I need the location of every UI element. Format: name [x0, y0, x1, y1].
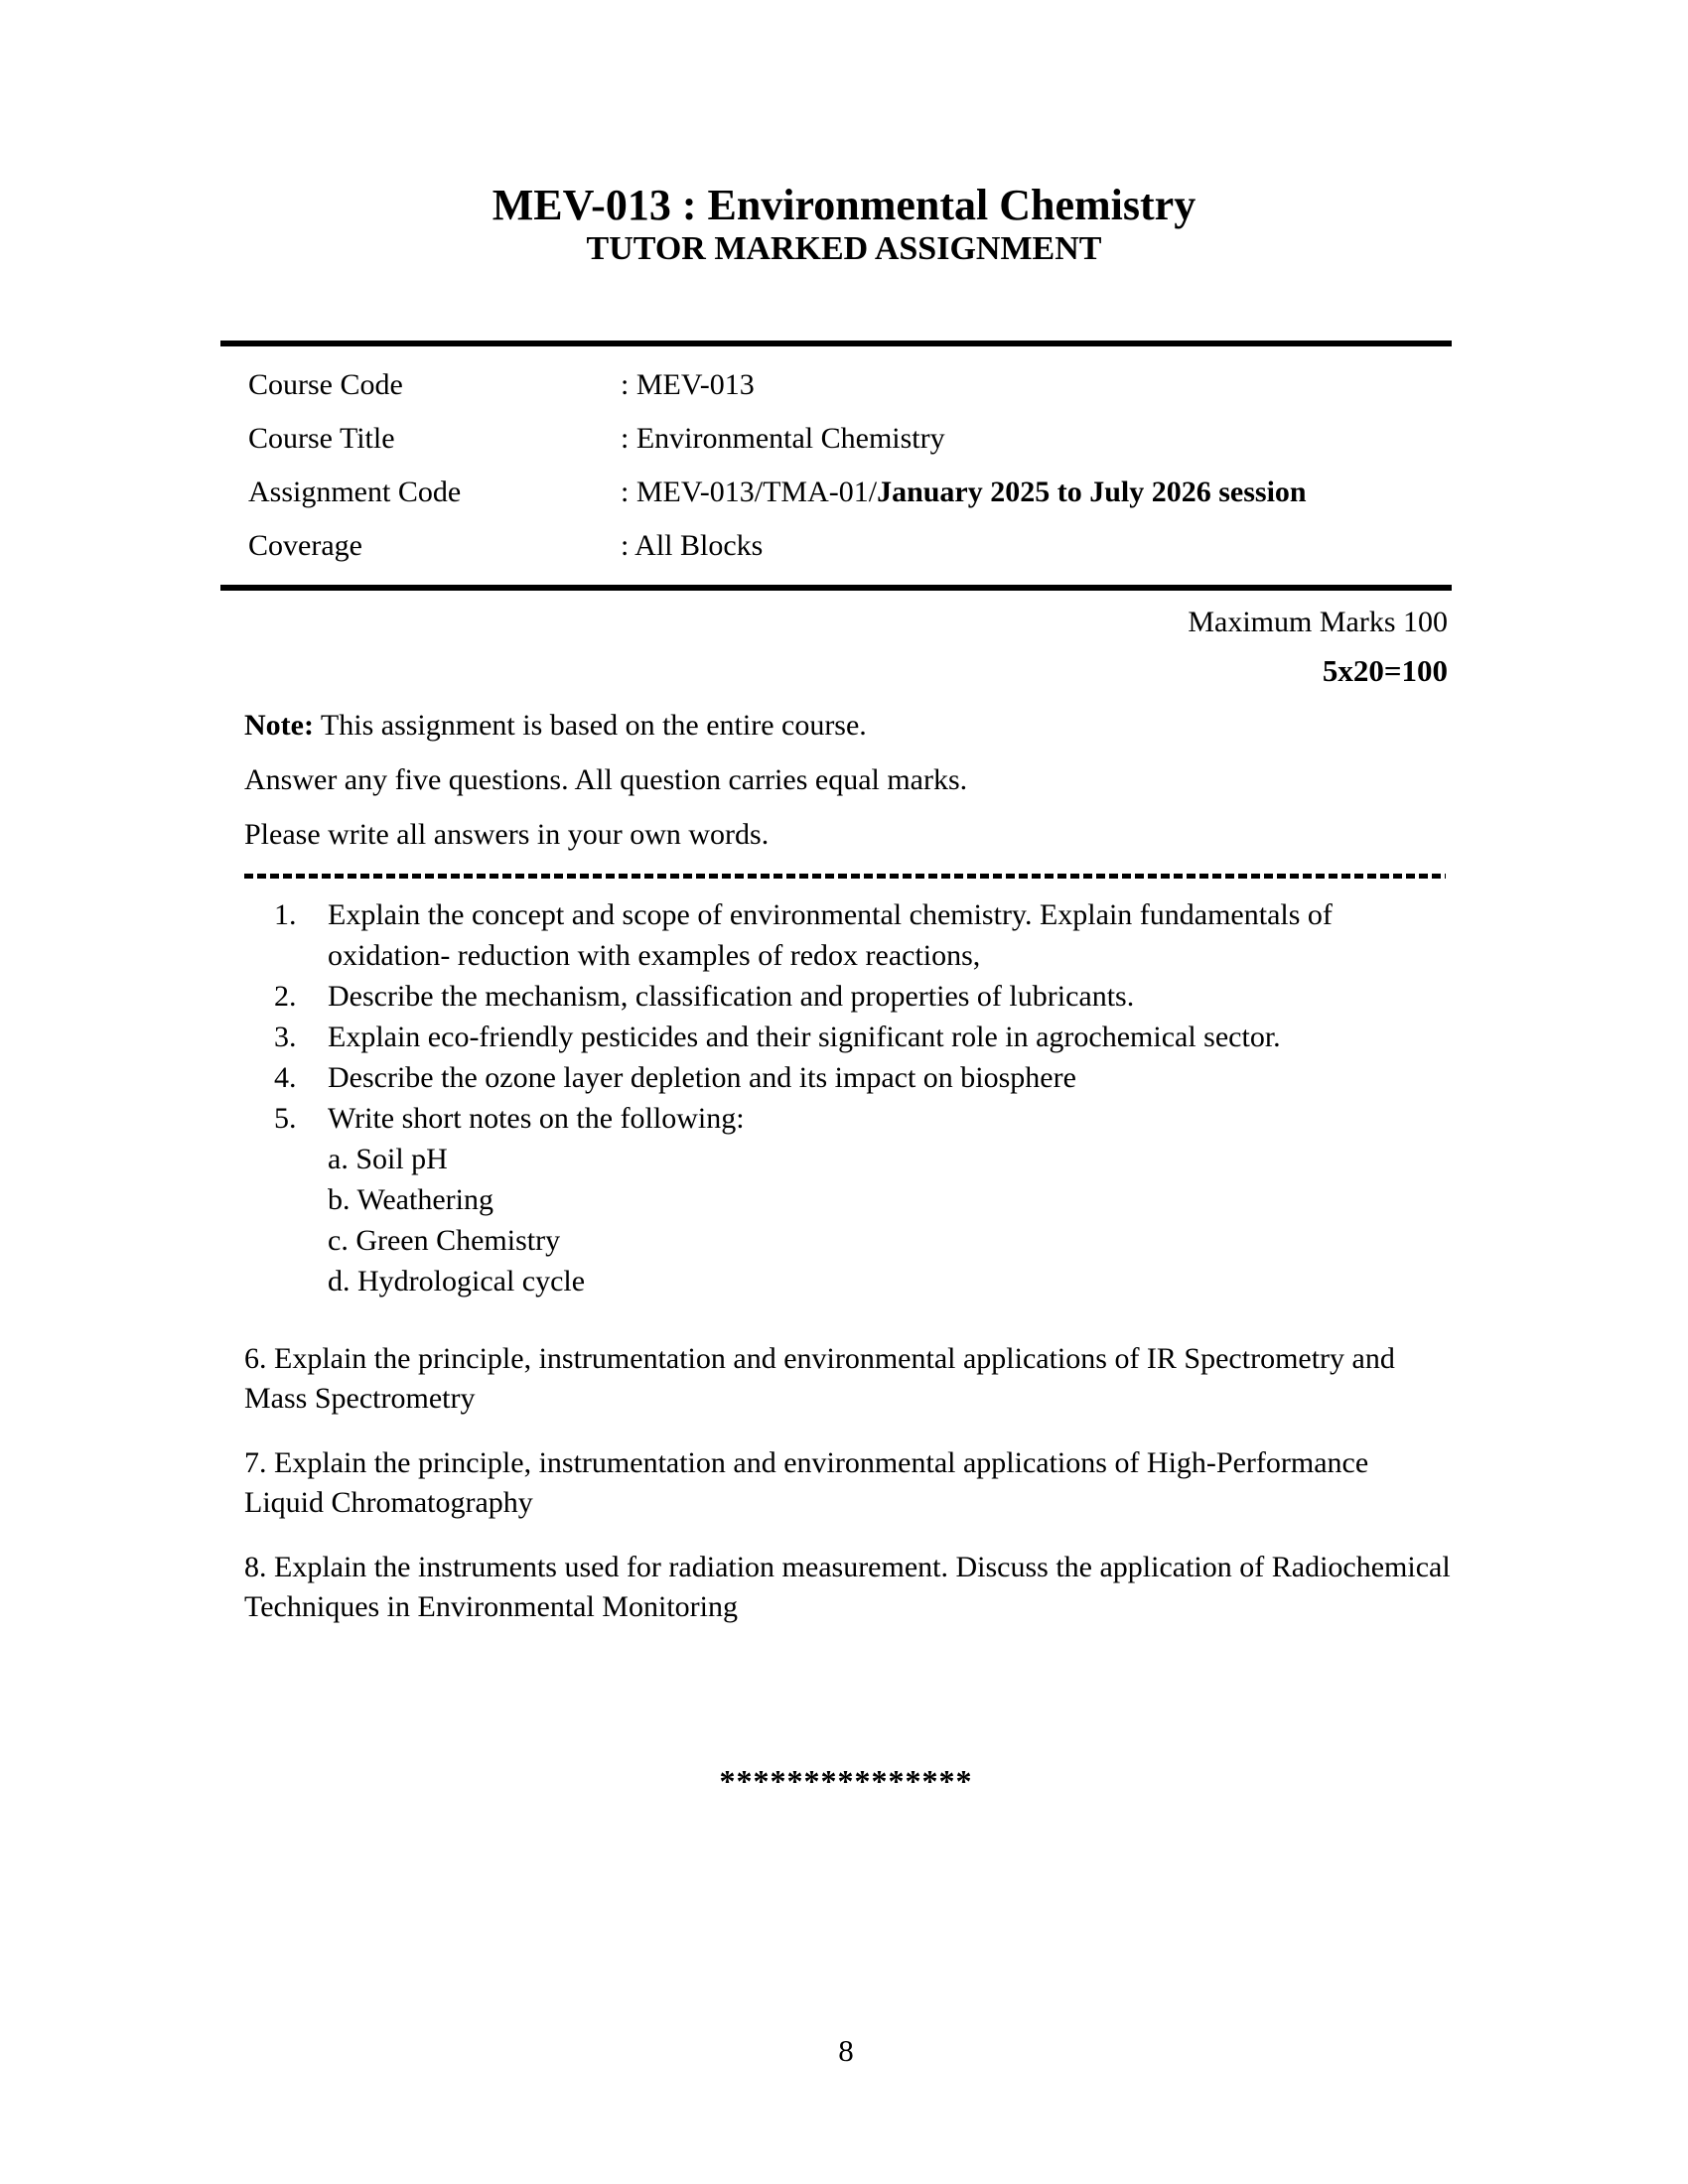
- course-code-value: : MEV-013: [621, 368, 755, 401]
- document-header: [0, 0, 1688, 269]
- list-item-q5: [274, 1098, 1456, 1139]
- question-7-paragraph: 7. Explain the principle, instrumentation and environmental applications of High-Performance Liquid Chromatography: [244, 1446, 1369, 1519]
- list-item-q3: [274, 1017, 1456, 1057]
- note-line: [244, 698, 1448, 752]
- q2-text: Describe the mechanism, classification and properties of lubricants.: [328, 980, 1135, 1013]
- assignment-subtitle: TUTOR MARKED ASSIGNMENT: [586, 230, 1102, 267]
- question-8-paragraph: 8. Explain the instruments used for radiation measurement. Discuss the application of Radiochemical Techniques in Environmental Monitoring: [244, 1551, 1451, 1623]
- assignment-code-value-normal: : MEV-013/TMA-01/: [621, 476, 878, 508]
- assignment-code-value: [621, 466, 1452, 519]
- end-asterisks-divider: ***************: [719, 1763, 973, 1799]
- coverage-label: Coverage: [248, 529, 362, 562]
- subitem-weathering: b. Weathering: [328, 1183, 493, 1216]
- dashed-separator: [244, 874, 1446, 879]
- assignment-code-session-bold: January 2025 to July 2026 session: [877, 476, 1307, 508]
- q5-text: Write short notes on the following:: [328, 1102, 745, 1135]
- q1-text: Explain the concept and scope of environmental chemistry. Explain fundamentals of oxidation- reduction with examples of redox reactions,: [328, 898, 1333, 972]
- answer-instruction-line: Answer any five questions. All question carries equal marks.: [244, 763, 968, 796]
- q4-number: 4.: [274, 1061, 297, 1094]
- coverage-value: : All Blocks: [621, 529, 764, 562]
- q3-text: Explain eco-friendly pesticides and their significant role in agrochemical sector.: [328, 1021, 1281, 1053]
- own-words-instruction-line: Please write all answers in your own words.: [244, 818, 770, 851]
- table-row-assignment-code: [220, 466, 1452, 519]
- note-label: Note:: [244, 709, 314, 742]
- maximum-marks-text: Maximum Marks 100: [1188, 606, 1448, 638]
- table-row-course-title: [220, 412, 1452, 466]
- subitem-hydrological-cycle: d. Hydrological cycle: [328, 1265, 586, 1297]
- q5-subitems: [328, 1139, 1456, 1301]
- page-number: 8: [838, 2033, 854, 2068]
- q2-number: 2.: [274, 980, 297, 1013]
- q3-number: 3.: [274, 1021, 297, 1053]
- list-item-q2: [274, 976, 1456, 1017]
- q1-number: 1.: [274, 898, 297, 931]
- note-text: This assignment is based on the entire course.: [313, 709, 867, 742]
- course-title-heading: MEV-013 : Environmental Chemistry: [492, 181, 1196, 229]
- course-info-table: [220, 341, 1452, 591]
- subitem-green-chemistry: c. Green Chemistry: [328, 1224, 561, 1257]
- q4-text: Describe the ozone layer depletion and its impact on biosphere: [328, 1061, 1076, 1094]
- table-row-coverage: [220, 519, 1452, 573]
- question-list: [274, 894, 1456, 1301]
- instructions-block: [244, 698, 1448, 862]
- list-item-q4: [274, 1057, 1456, 1098]
- list-item-q1: [274, 894, 1456, 976]
- course-title-label: Course Title: [248, 422, 395, 455]
- course-title-value: : Environmental Chemistry: [621, 422, 945, 455]
- assignment-code-label: Assignment Code: [248, 476, 462, 508]
- table-row-course-code: [220, 358, 1452, 412]
- course-code-label: Course Code: [248, 368, 403, 401]
- marks-scheme-text: 5x20=100: [1322, 653, 1448, 688]
- subitem-soil-ph: a. Soil pH: [328, 1143, 448, 1175]
- question-6-paragraph: 6. Explain the principle, instrumentation and environmental applications of IR Spectrometry and Mass Spectrometry: [244, 1342, 1395, 1415]
- q5-number: 5.: [274, 1102, 297, 1135]
